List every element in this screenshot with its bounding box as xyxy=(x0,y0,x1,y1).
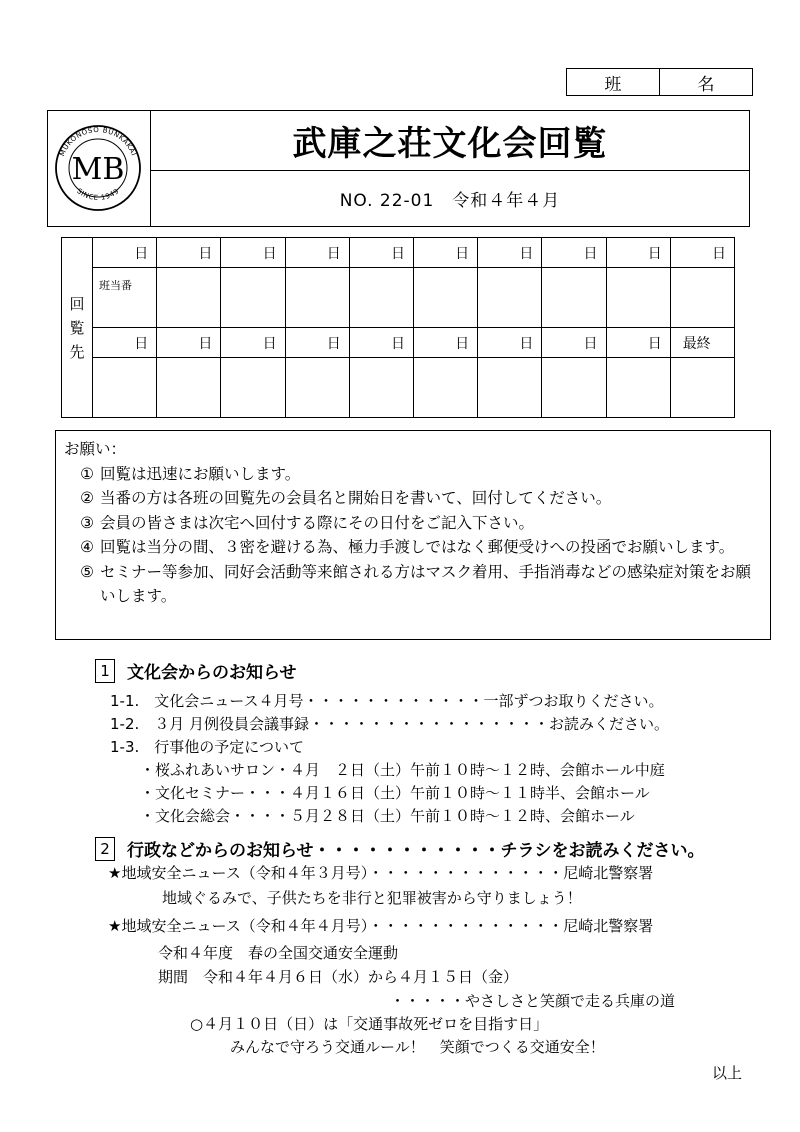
section-2-number: 2 xyxy=(95,837,115,861)
section-1-title: 文化会からのお知らせ xyxy=(127,663,297,683)
event-line: ・文化セミナー・・・４月１６日（土）午前１０時～１１時半、会館ホール xyxy=(140,784,650,802)
logo-ring-text: MUKONOSO BUNKAKAI xyxy=(58,125,138,158)
name-cell[interactable] xyxy=(670,268,734,328)
notice-item: ④ 回覧は当分の間、３密を避ける為、極力手渡しではなく郵便受けへの投函でお願いします。 xyxy=(80,538,735,556)
news-line: ★地域安全ニュース（令和４年３月号）・・・・・・・・・・・・・尼崎北警察署 xyxy=(108,864,654,882)
date-cell[interactable]: 日 xyxy=(349,327,413,357)
name-cell[interactable] xyxy=(285,268,349,328)
date-cell[interactable]: 日 xyxy=(93,238,157,268)
notice-box xyxy=(55,430,771,640)
section-1-heading xyxy=(95,658,297,683)
logo-since-text: SINCE 1949 xyxy=(75,187,121,203)
name-cell[interactable] xyxy=(349,358,413,418)
name-cell[interactable] xyxy=(221,358,285,418)
date-cell[interactable]: 日 xyxy=(542,238,606,268)
name-cell[interactable] xyxy=(93,358,157,418)
date-cell[interactable]: 日 xyxy=(542,327,606,357)
slogan-line: ・・・・・やさしさと笑顔で走る兵庫の道 xyxy=(390,992,676,1010)
event-line: ・文化会総会・・・・５月２８日（土）午前１０時～１２時、会館ホール xyxy=(140,807,635,825)
campaign-line: 令和４年度 春の全国交通安全運動 xyxy=(158,944,399,962)
final-cell[interactable]: 最終 xyxy=(670,327,734,357)
date-cell[interactable]: 日 xyxy=(670,238,734,268)
date-cell[interactable]: 日 xyxy=(285,238,349,268)
section-1-line: 1-3. 行事他の予定について xyxy=(110,738,304,756)
date-cell[interactable]: 日 xyxy=(157,327,221,357)
name-cell[interactable] xyxy=(542,268,606,328)
group-name-left-label: 班 xyxy=(567,69,660,95)
group-name-right-label: 名 xyxy=(697,74,743,95)
date-cell[interactable]: 日 xyxy=(478,327,542,357)
rule-line: みんなで守ろう交通ルール！ 笑顔でつくる交通安全！ xyxy=(230,1038,605,1056)
news-body: 地域ぐるみで、子供たちを非行と犯罪被害から守りましょう！ xyxy=(162,889,582,907)
section-1-line: 1-2. ３月 月例役員会議事録・・・・・・・・・・・・・・・・お読みください。 xyxy=(110,715,670,733)
section-1-number: 1 xyxy=(95,659,115,683)
header-box xyxy=(47,110,750,227)
date-cell[interactable]: 日 xyxy=(413,327,477,357)
date-cell[interactable]: 日 xyxy=(606,327,670,357)
name-cell[interactable] xyxy=(670,358,734,418)
issue-number: NO. 22-01 令和４年４月 xyxy=(339,191,561,211)
date-cell[interactable]: 日 xyxy=(157,238,221,268)
date-cell[interactable]: 日 xyxy=(349,238,413,268)
group-name-box xyxy=(566,68,753,96)
period-line: 期間 令和４年４月６日（水）から４月１５日（金） xyxy=(158,968,519,986)
news-line: ★地域安全ニュース（令和４年４月号）・・・・・・・・・・・・・尼崎北警察署 xyxy=(108,917,654,935)
date-cell[interactable]: 日 xyxy=(93,327,157,357)
notice-item: ⑤ セミナー等参加、同好会活動等来館される方はマスク着用、手指消毒などの感染症対策をお願いします。 xyxy=(80,562,752,605)
logo-mark: MB xyxy=(71,152,125,187)
duty-label: 班当番 xyxy=(99,279,132,293)
section-1-line: 1-1. 文化会ニュース４月号・・・・・・・・・・・・一部ずつお取りください。 xyxy=(110,692,664,710)
mb-logo xyxy=(48,111,148,225)
name-cell[interactable] xyxy=(349,268,413,328)
zero-day-line: ○４月１０日（日）は「交通事故死ゼロを目指す日」 xyxy=(190,1015,549,1033)
duty-cell[interactable] xyxy=(93,268,157,328)
section-2-heading xyxy=(95,836,705,861)
date-cell[interactable]: 日 xyxy=(606,238,670,268)
name-cell[interactable] xyxy=(478,268,542,328)
notice-item: ① 回覧は迅速にお願いします。 xyxy=(80,464,301,483)
notice-item: ③ 会員の皆さまは次宅へ回付する際にその日付をご記入下さい。 xyxy=(80,513,535,532)
logo-cell xyxy=(48,111,151,226)
name-cell[interactable] xyxy=(606,358,670,418)
name-cell[interactable] xyxy=(157,358,221,418)
name-cell[interactable] xyxy=(478,358,542,418)
name-cell[interactable] xyxy=(413,268,477,328)
title-cell xyxy=(151,111,749,171)
circulation-label: 回 覧 先 xyxy=(62,238,93,418)
date-cell[interactable]: 日 xyxy=(221,327,285,357)
name-cell[interactable] xyxy=(157,268,221,328)
name-cell[interactable] xyxy=(413,358,477,418)
circulation-table xyxy=(61,237,735,418)
event-line: ・桜ふれあいサロン・４月 ２日（土）午前１０時～１２時、会館ホール中庭 xyxy=(140,761,665,779)
name-cell[interactable] xyxy=(606,268,670,328)
date-cell[interactable]: 日 xyxy=(285,327,349,357)
notice-heading: お願い： xyxy=(64,440,127,458)
name-cell[interactable] xyxy=(285,358,349,418)
date-cell[interactable]: 日 xyxy=(413,238,477,268)
page-title: 武庫之荘文化会回覧 xyxy=(292,124,608,164)
name-cell[interactable] xyxy=(542,358,606,418)
closing-text: 以上 xyxy=(712,1064,743,1082)
date-cell[interactable]: 日 xyxy=(221,238,285,268)
section-2-title: 行政などからのお知らせ・・・・・・・・・・・チラシをお読みください。 xyxy=(127,841,705,861)
svg-text:SINCE 1949 xyxy=(75,187,121,202)
name-cell[interactable] xyxy=(221,268,285,328)
notice-item: ② 当番の方は各班の回覧先の会員名と開始日を書いて、回付してください。 xyxy=(80,489,612,507)
date-cell[interactable]: 日 xyxy=(478,238,542,268)
